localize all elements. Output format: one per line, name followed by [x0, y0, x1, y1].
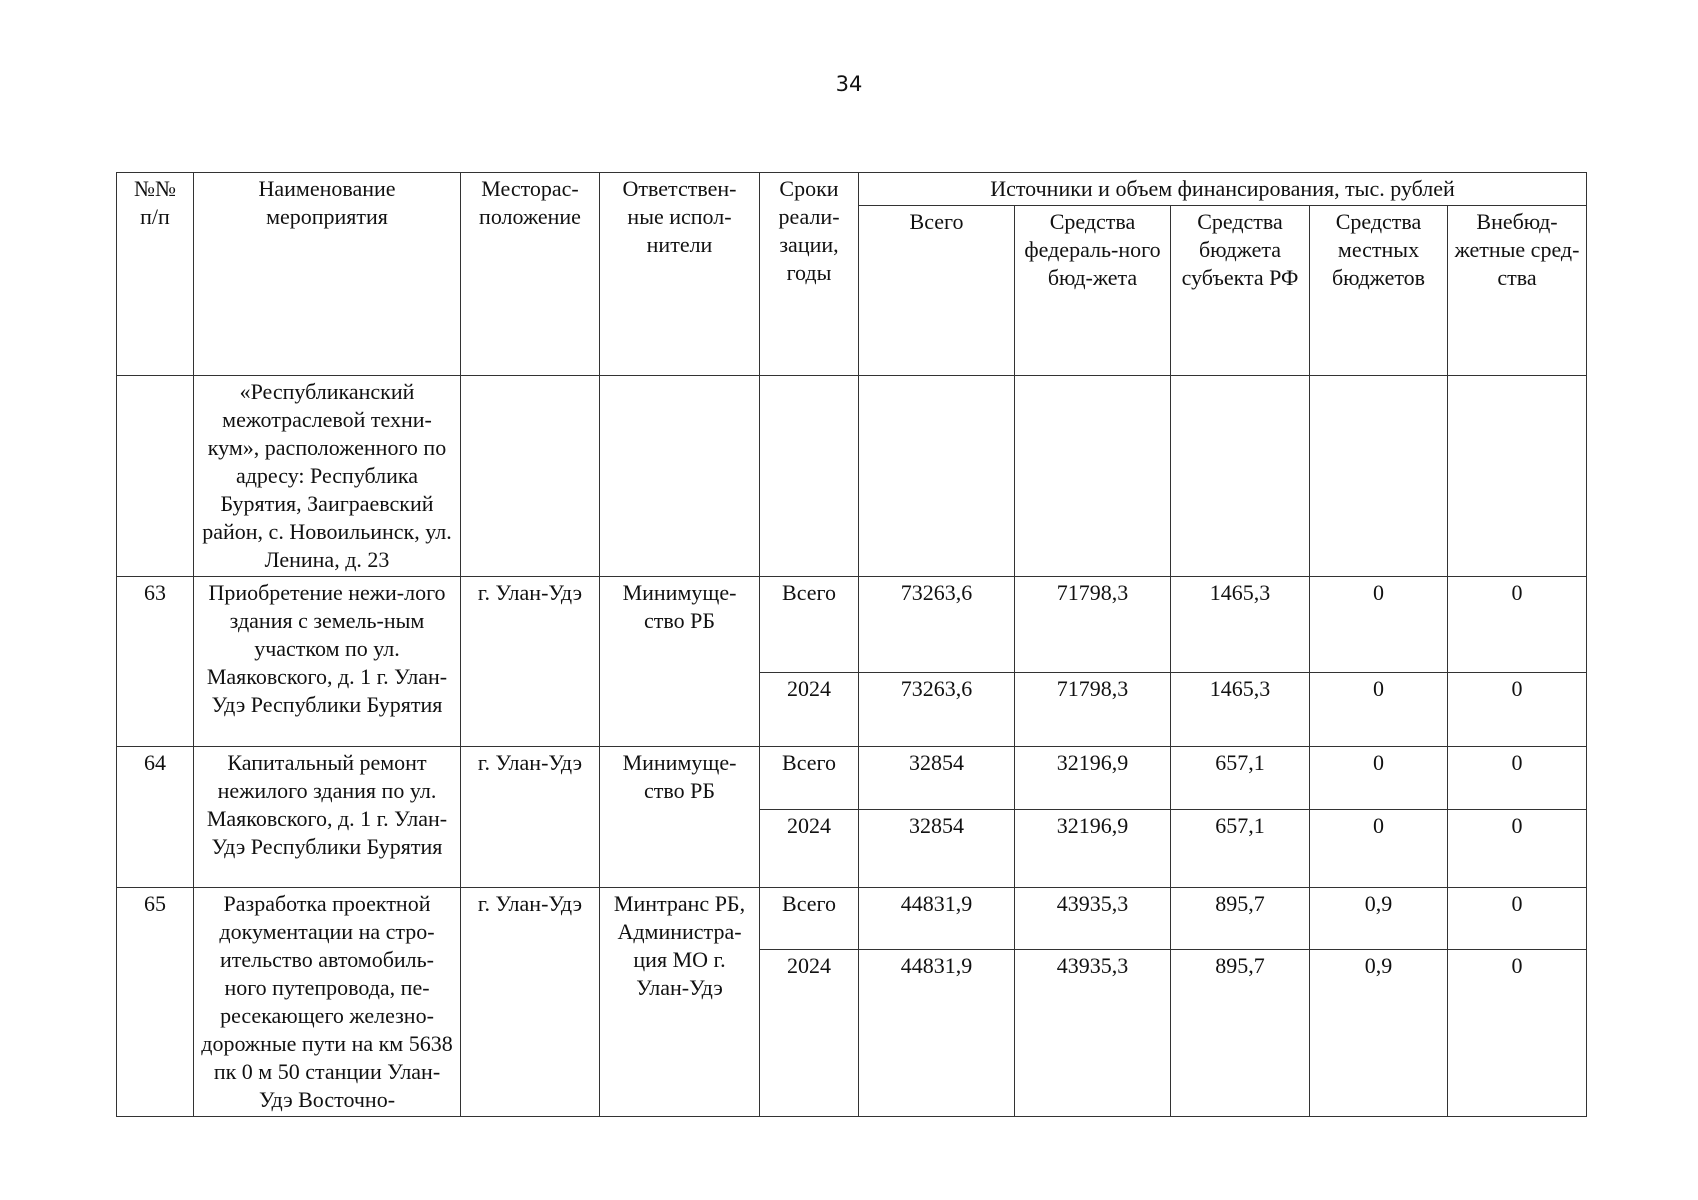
continuation-location: [461, 376, 600, 577]
row-executors: Минтранс РБ, Администра-ция МО г. Улан-Удэ: [600, 888, 760, 1117]
row-total: 32854: [859, 810, 1015, 888]
row-federal: 71798,3: [1015, 577, 1171, 673]
row-total: 73263,6: [859, 673, 1015, 747]
header-location: Месторас-положение: [461, 173, 600, 376]
continuation-regional: [1171, 376, 1310, 577]
row-name: Разработка проектной документации на стро-ительство автомобиль-ного путепровода, пе-ресекающего железно-дорожные пути на км 5638 пк 0 м 50 станции Улан-Удэ Восточно-: [194, 888, 461, 1117]
row-local: 0: [1310, 673, 1448, 747]
row-num: 64: [117, 747, 194, 888]
row-local: 0: [1310, 810, 1448, 888]
row-local: 0,9: [1310, 888, 1448, 950]
table-row: [117, 577, 1587, 673]
continuation-name: «Республиканский межотраслевой техни-кум», расположенного по адресу: Республика Бурятия, Заиграевский район, с. Новоильинск, ул. Ленина, д. 23: [194, 376, 461, 577]
row-federal: 43935,3: [1015, 949, 1171, 1116]
header-executors: Ответствен-ные испол-нители: [600, 173, 760, 376]
row-period: 2024: [760, 949, 859, 1116]
row-executors: Минимуще-ство РБ: [600, 747, 760, 888]
row-regional: 657,1: [1171, 747, 1310, 810]
row-extra: 0: [1448, 673, 1587, 747]
row-federal: 32196,9: [1015, 810, 1171, 888]
row-total: 44831,9: [859, 888, 1015, 950]
row-federal: 32196,9: [1015, 747, 1171, 810]
row-extra: 0: [1448, 577, 1587, 673]
row-total: 44831,9: [859, 949, 1015, 1116]
continuation-row: [117, 376, 1587, 577]
row-regional: 1465,3: [1171, 673, 1310, 747]
continuation-num: [117, 376, 194, 577]
page-number: 34: [835, 72, 863, 96]
header-local: Средства местных бюджетов: [1310, 206, 1448, 376]
row-location: г. Улан-Удэ: [461, 577, 600, 747]
row-local: 0: [1310, 577, 1448, 673]
row-total: 32854: [859, 747, 1015, 810]
row-total: 73263,6: [859, 577, 1015, 673]
header-regional: Средства бюджета субъекта РФ: [1171, 206, 1310, 376]
row-federal: 71798,3: [1015, 673, 1171, 747]
row-num: 63: [117, 577, 194, 747]
row-extra: 0: [1448, 949, 1587, 1116]
row-name: Приобретение нежи-лого здания с земель-ным участком по ул. Маяковского, д. 1 г. Улан-Удэ Республики Бурятия: [194, 577, 461, 747]
row-local: 0: [1310, 747, 1448, 810]
row-extra: 0: [1448, 888, 1587, 950]
row-period: Всего: [760, 577, 859, 673]
header-total: Всего: [859, 206, 1015, 376]
row-location: г. Улан-Удэ: [461, 888, 600, 1117]
continuation-period: [760, 376, 859, 577]
continuation-federal: [1015, 376, 1171, 577]
table-row: [117, 747, 1587, 810]
header-funding-group: Источники и объем финансирования, тыс. рублей: [859, 173, 1587, 206]
continuation-total: [859, 376, 1015, 577]
table-row: [117, 888, 1587, 950]
header-period: Сроки реали-зации, годы: [760, 173, 859, 376]
continuation-extra: [1448, 376, 1587, 577]
row-local: 0,9: [1310, 949, 1448, 1116]
row-extra: 0: [1448, 747, 1587, 810]
row-name: Капитальный ремонт нежилого здания по ул. Маяковского, д. 1 г. Улан-Удэ Республики Бурятия: [194, 747, 461, 888]
row-regional: 895,7: [1171, 888, 1310, 950]
header-federal: Средства федераль-ного бюд-жета: [1015, 206, 1171, 376]
header-row: [117, 173, 1587, 206]
row-period: Всего: [760, 747, 859, 810]
continuation-local: [1310, 376, 1448, 577]
row-regional: 1465,3: [1171, 577, 1310, 673]
row-regional: 895,7: [1171, 949, 1310, 1116]
row-period: Всего: [760, 888, 859, 950]
row-extra: 0: [1448, 810, 1587, 888]
continuation-executors: [600, 376, 760, 577]
row-period: 2024: [760, 673, 859, 747]
row-period: 2024: [760, 810, 859, 888]
row-regional: 657,1: [1171, 810, 1310, 888]
header-num: №№ п/п: [117, 173, 194, 376]
funding-table: [116, 172, 1587, 1117]
header-extra: Внебюд-жетные сред-ства: [1448, 206, 1587, 376]
header-name: Наименование мероприятия: [194, 173, 461, 376]
row-location: г. Улан-Удэ: [461, 747, 600, 888]
row-executors: Минимуще-ство РБ: [600, 577, 760, 747]
row-num: 65: [117, 888, 194, 1117]
row-federal: 43935,3: [1015, 888, 1171, 950]
